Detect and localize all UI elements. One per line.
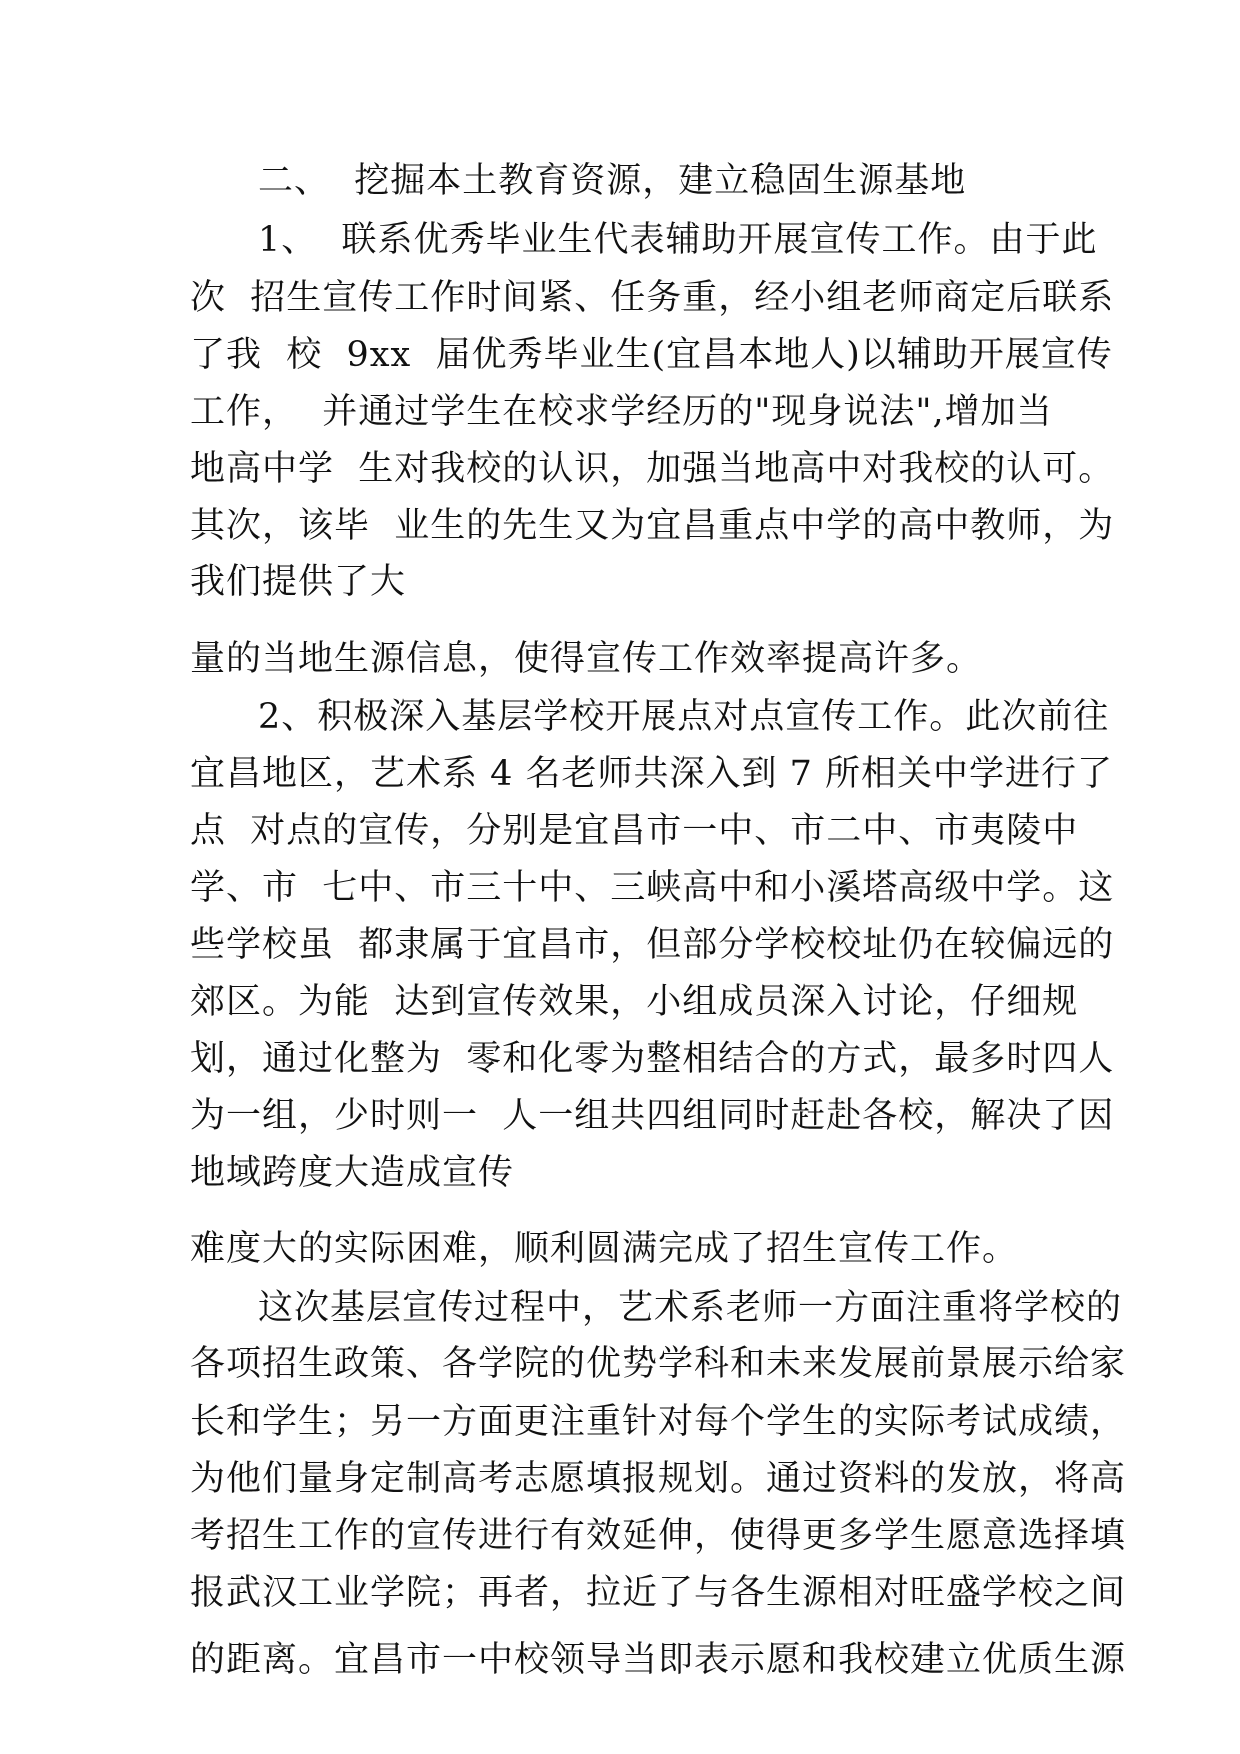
paragraph-line: 划，通过化整为 零和化零为整相结合的方式，最多时四人 — [190, 1039, 1115, 1079]
paragraph-line: 考招生工作的宣传进行有效延伸，使得更多学生愿意选择填 — [190, 1516, 1127, 1556]
paragraph-line: 学、市 七中、市三十中、三峡高中和小溪塔高级中学。这 — [190, 868, 1115, 908]
paragraph-line: 为一组，少时则一 人一组共四组同时赶赴各校，解决了因 — [190, 1096, 1115, 1136]
paragraph-line: 2、积极深入基层学校开展点对点宣传工作。此次前往 — [258, 697, 1110, 737]
paragraph-line: 工作， 并通过学生在校求学经历的"现身说法",增加当 — [190, 392, 1053, 432]
paragraph-line: 为他们量身定制高考志愿填报规划。通过资料的发放，将高 — [190, 1459, 1127, 1499]
paragraph-line: 地高中学 生对我校的认识，加强当地高中对我校的认可。 — [190, 449, 1115, 489]
paragraph-line: 些学校虽 都隶属于宜昌市，但部分学校校址仍在较偏远的 — [190, 925, 1115, 965]
paragraph-line: 难度大的实际困难，顺利圆满完成了招生宣传工作。 — [190, 1229, 1019, 1269]
paragraph-line: 各项招生政策、各学院的优势学科和未来发展前景展示给家 — [190, 1344, 1127, 1384]
paragraph-line: 宜昌地区，艺术系 4 名老师共深入到 7 所相关中学进行了 — [190, 754, 1114, 794]
paragraph-line: 郊区。为能 达到宣传效果，小组成员深入讨论，仔细规 — [190, 982, 1079, 1022]
paragraph-line: 报武汉工业学院；再者，拉近了与各生源相对旺盛学校之间 — [190, 1573, 1127, 1613]
paragraph-line: 的距离。宜昌市一中校领导当即表示愿和我校建立优质生源 — [190, 1640, 1127, 1680]
paragraph-line: 了我 校 9xx 届优秀毕业生(宜昌本地人)以辅助开展宣传 — [190, 335, 1113, 375]
paragraph-line: 我们提供了大 — [190, 562, 407, 602]
paragraph-line: 其次，该毕 业生的先生又为宜昌重点中学的高中教师，为 — [190, 506, 1115, 546]
paragraph-line: 长和学生；另一方面更注重针对每个学生的实际考试成绩， — [190, 1402, 1127, 1442]
paragraph-line: 量的当地生源信息，使得宣传工作效率提高许多。 — [190, 639, 983, 679]
paragraph-line: 这次基层宣传过程中，艺术系老师一方面注重将学校的 — [258, 1288, 1123, 1328]
paragraph-line: 地域跨度大造成宣传 — [190, 1153, 515, 1193]
paragraph-line: 1、 联系优秀毕业生代表辅助开展宣传工作。由于此 — [258, 220, 1098, 260]
paragraph-line: 点 对点的宣传，分别是宜昌市一中、市二中、市夷陵中 — [190, 811, 1079, 851]
section-heading: 二、 挖掘本土教育资源，建立稳固生源基地 — [258, 161, 967, 201]
paragraph-line: 次 招生宣传工作时间紧、任务重，经小组老师商定后联系 — [190, 278, 1115, 318]
